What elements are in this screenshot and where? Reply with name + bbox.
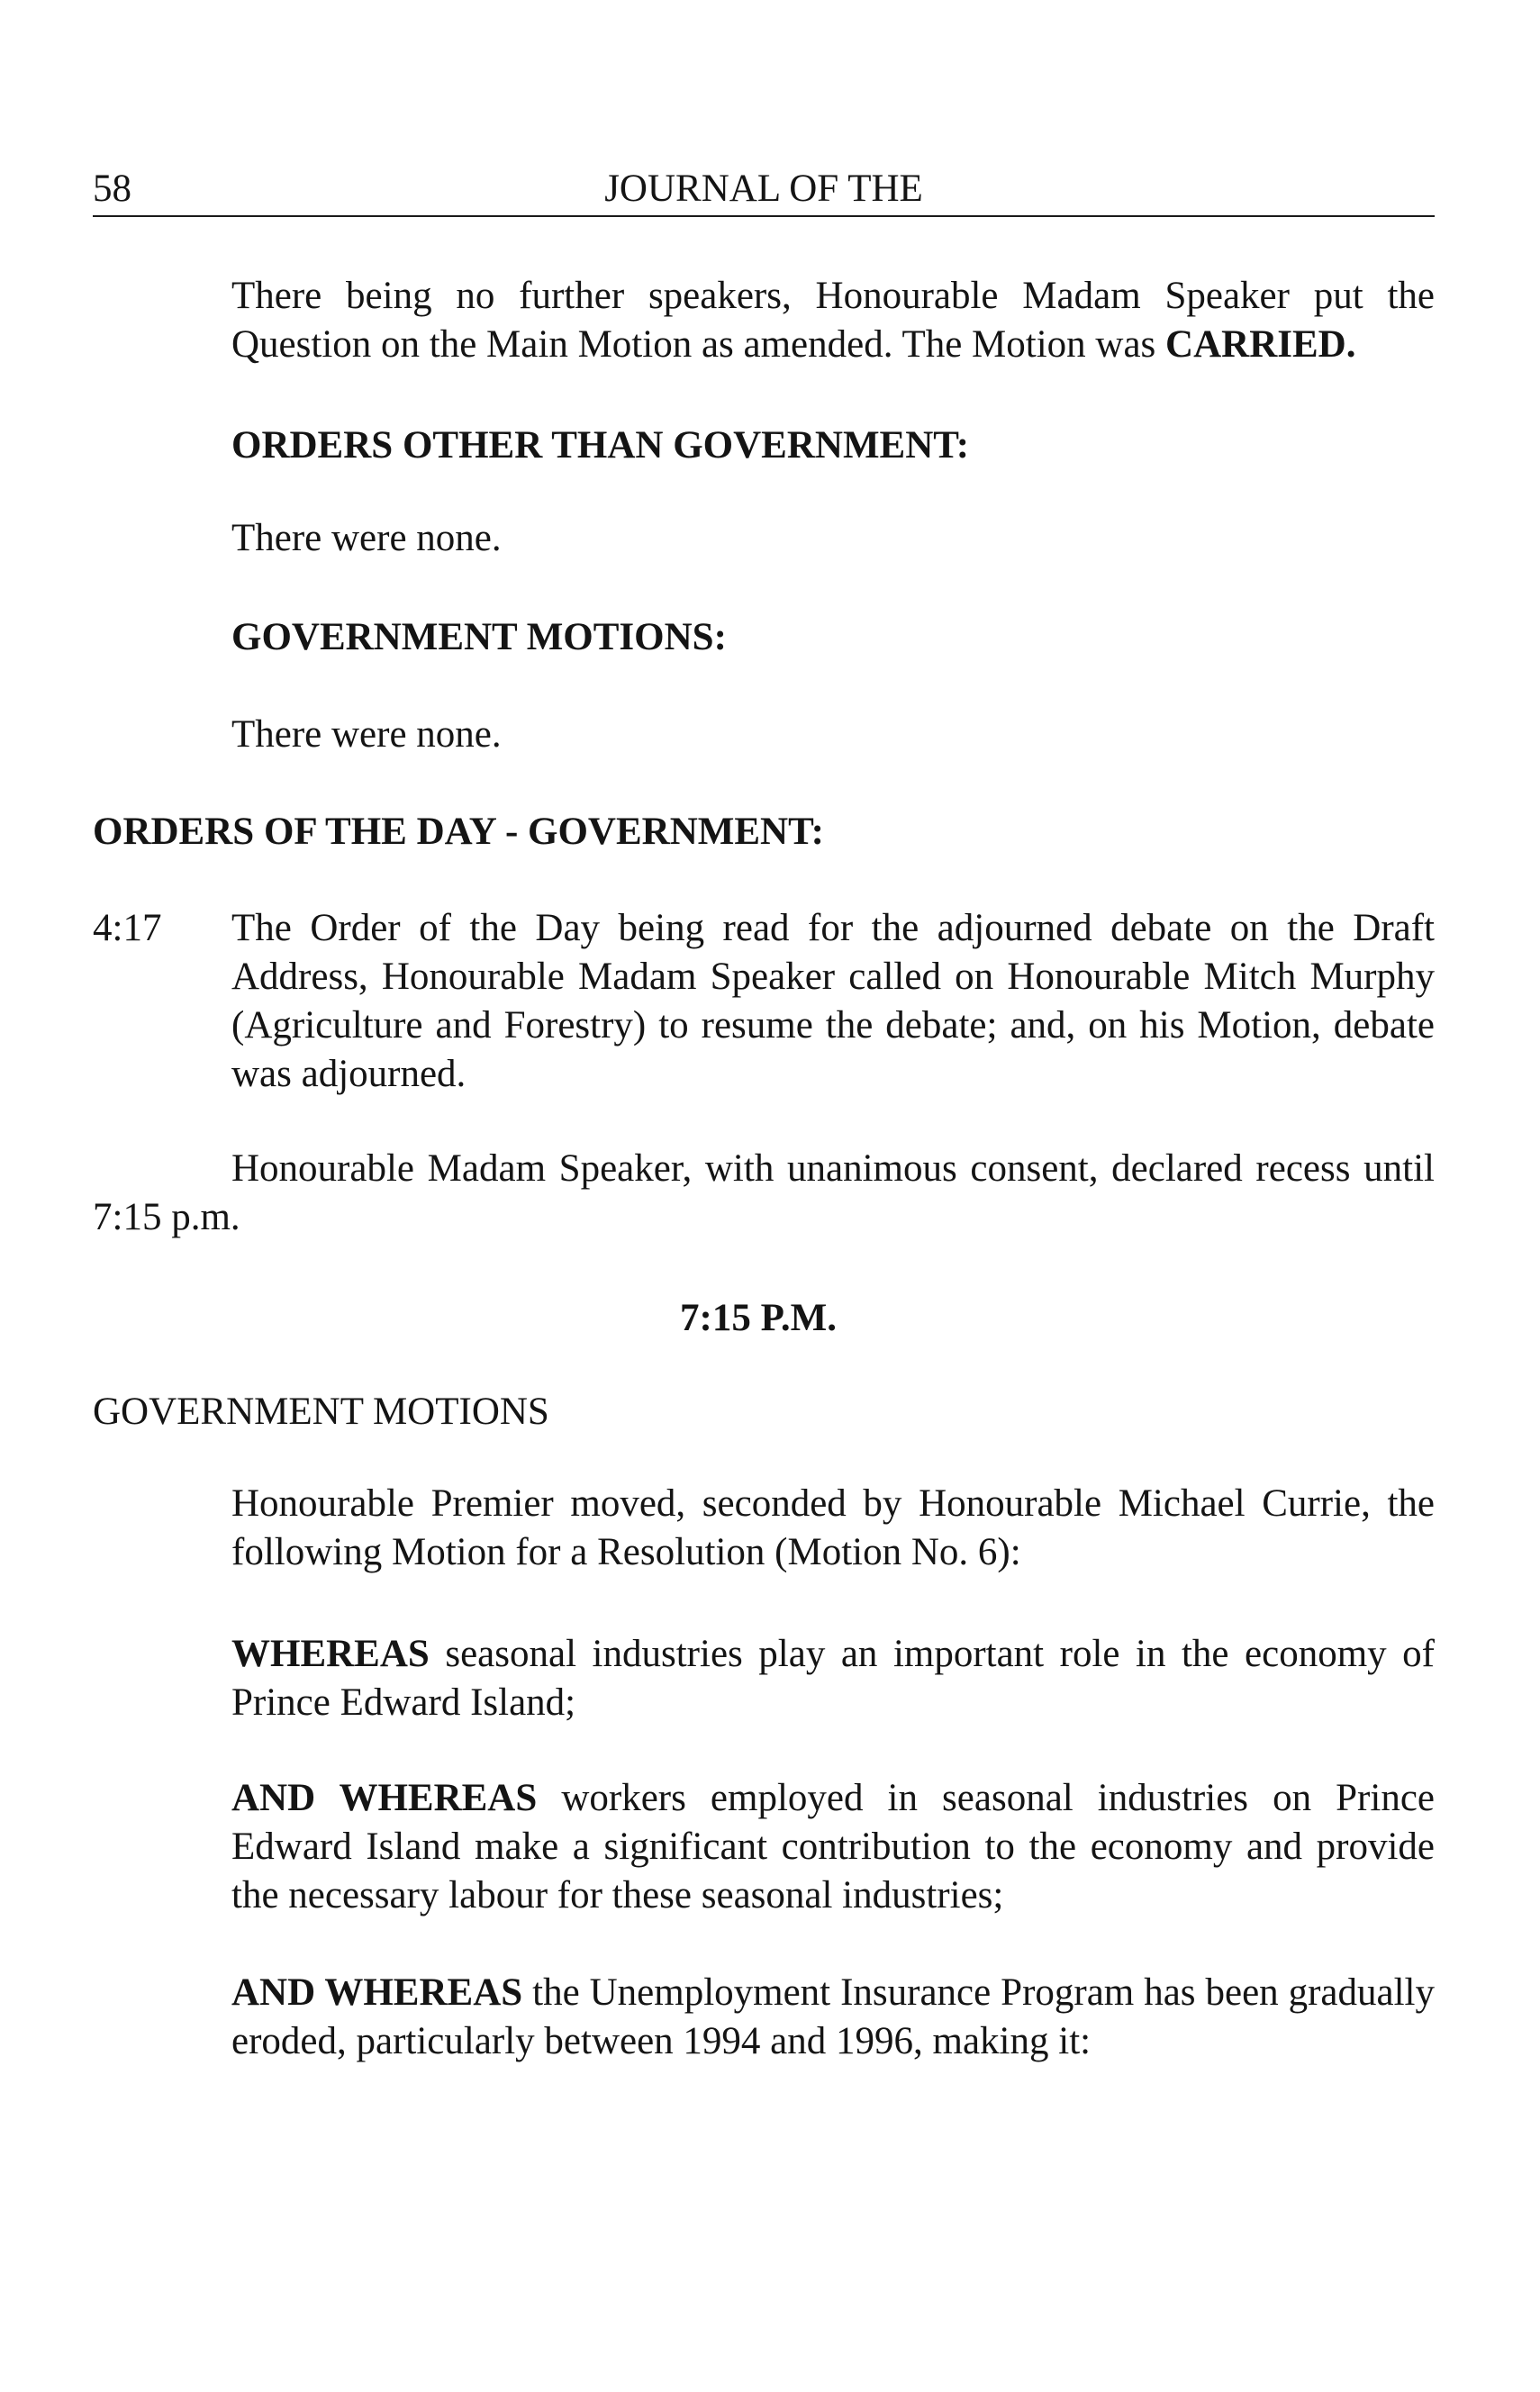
whereas-text: the Unemployment Insurance Program has been gradually eroded, particularly between 1994 and 1996, making it: xyxy=(231,1971,1435,2062)
running-head: JOURNAL OF THE xyxy=(604,168,923,210)
whereas-text: workers employed in seasonal industries on Prince Edward Island make a significant contribution to the economy and provide the necessary labour for these seasonal industries; xyxy=(231,1777,1435,1916)
whereas-lead: AND WHEREAS xyxy=(231,1777,538,1819)
whereas-clause xyxy=(231,1774,1435,1920)
orders-of-day-paragraph: The Order of the Day being read for the adjourned debate on the Draft Address, Honourable Madam Speaker called on Honourable Mitch Murphy (Agriculture and Forestry) to resume the debate; and, on his Motion, debate was adjourned. xyxy=(231,907,1435,1095)
whereas-clause xyxy=(231,1969,1435,2066)
section-heading-government-motions-evening: GOVERNMENT MOTIONS xyxy=(93,1391,549,1433)
carried-label: CARRIED. xyxy=(1165,323,1356,366)
recess-line: Honourable Madam Speaker, with unanimous consent, declared recess until xyxy=(231,1147,1435,1190)
motion-carried-paragraph xyxy=(231,272,1435,369)
whereas-clause xyxy=(231,1630,1435,1727)
whereas-lead: AND WHEREAS xyxy=(231,1971,523,2014)
section-heading-government-motions: GOVERNMENT MOTIONS: xyxy=(231,616,727,658)
motion-intro-paragraph: Honourable Premier moved, seconded by Honourable Michael Currie, the following Motion for a Resolution (Motion No. 6): xyxy=(231,1482,1435,1573)
evening-time-heading: 7:15 P.M. xyxy=(680,1297,837,1339)
page-header xyxy=(93,165,1435,217)
page-number: 58 xyxy=(93,168,131,210)
whereas-lead: WHEREAS xyxy=(231,1633,430,1675)
orders-other-body: There were none. xyxy=(231,517,502,559)
time-marker: 4:17 xyxy=(93,907,162,949)
paragraph-text: There being no further speakers, Honourable Madam Speaker put the Question on the Main Motion as amended. The Motion was xyxy=(231,275,1435,366)
whereas-text: seasonal industries play an important role in the economy of Prince Edward Island; xyxy=(231,1633,1435,1724)
section-heading-orders-other: ORDERS OTHER THAN GOVERNMENT: xyxy=(231,424,970,467)
section-heading-orders-of-the-day: ORDERS OF THE DAY - GOVERNMENT: xyxy=(93,811,824,853)
recess-time: 7:15 p.m. xyxy=(93,1196,240,1238)
government-motions-body: There were none. xyxy=(231,713,502,756)
